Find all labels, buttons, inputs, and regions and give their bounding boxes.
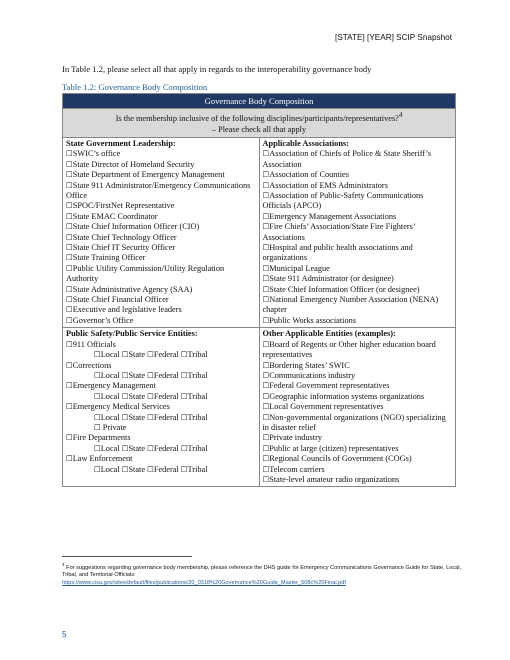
level-local-label: Local [100,370,122,380]
checkbox-label: Non-governmental organizations (NGO) specializing in disaster relief [262,412,446,432]
checkbox-item [66,285,256,295]
checkbox[interactable]: ☐ [66,360,73,370]
checkbox[interactable]: ☐ [66,253,73,263]
checkbox-label: Association of Counties [269,170,349,180]
checkbox-item [66,454,256,464]
checkbox-item [66,181,256,202]
page-header: [STATE] [YEAR] SCIP Snapshot [335,33,452,42]
checkbox-label: National Emergency Number Association (NENA) chapter [262,295,439,315]
checkbox-item [263,191,453,212]
checkbox[interactable]: ☐ [66,170,73,180]
checkbox-item [66,170,256,180]
level-extra-label: Private [100,422,127,432]
checkbox-label: Board of Regents or Other higher education board representatives [262,339,436,360]
checkbox-label: Emergency Management [72,381,156,391]
checkbox-item [66,340,256,350]
checkbox-label: Association of EMS Administrators [269,180,388,190]
checkbox-label: Municipal League [269,263,330,273]
checkbox-label: Fire Departments [72,433,131,443]
level-tribal-label: Tribal [187,391,208,401]
checkbox[interactable]: ☐ [66,159,73,169]
level-options [66,371,256,381]
checkbox[interactable]: ☐ [94,412,101,422]
checkbox[interactable]: ☐ [66,149,73,159]
checkbox[interactable]: ☐ [262,191,270,201]
checkbox-item [263,444,453,454]
governance-table [62,93,456,487]
checkbox-item [263,392,453,402]
checkbox[interactable]: ☐ [262,474,270,484]
checkbox-label: Fire Chiefs’ Association/State Fire Fighters’ Associations [262,222,416,242]
level-state-label: State [128,464,148,474]
checkbox-label: Public Works associations [269,315,356,325]
assoc-heading: Applicable Associations: [262,138,349,148]
checkbox[interactable]: ☐ [180,370,188,380]
level-options [66,465,256,475]
checkbox[interactable]: ☐ [66,339,73,349]
checkbox[interactable]: ☐ [121,443,129,453]
level-federal-label: Federal [153,412,181,422]
checkbox-item [66,222,256,232]
checkbox-item [66,361,256,371]
checkbox-item [66,212,256,222]
checkbox-item [263,413,453,434]
checkbox-item [66,295,256,305]
footnote-mark: 4 [62,562,65,567]
level-state-label: State [128,412,148,422]
checkbox-label: Emergency Management Associations [269,211,397,221]
other-heading: Other Applicable Entities (examples): [262,329,396,339]
level-state-label: State [128,443,148,453]
checkbox-item [263,212,453,222]
checkbox[interactable]: ☐ [180,412,188,422]
checkbox[interactable]: ☐ [262,391,270,401]
checkbox-label: Regional Councils of Government (COGs) [269,454,412,464]
checkbox-label: State Department of Emergency Management [72,170,225,180]
checkbox[interactable]: ☐ [262,443,270,453]
state-gov-cell [63,137,260,327]
checkbox-label: Governor’s Office [72,315,134,325]
level-federal-label: Federal [153,443,181,453]
checkbox-label: Hospital and public health associations and organizations [262,243,413,263]
checkbox[interactable]: ☐ [147,443,154,453]
assoc-cell [259,137,456,327]
level-options [66,413,256,423]
level-tribal-label: Tribal [187,370,208,380]
checkbox-label: State Administrative Agency (SAA) [72,284,193,294]
question-note: – Please check all that apply [211,124,307,134]
checkbox[interactable]: ☐ [180,464,188,474]
public-safety-list [66,340,256,475]
public-safety-heading: Public Safety/Public Service Entities: [66,329,198,339]
checkbox[interactable]: ☐ [66,263,73,273]
level-options [66,350,256,360]
checkbox[interactable]: ☐ [147,370,154,380]
checkbox[interactable]: ☐ [180,391,188,401]
checkbox-item [66,316,256,326]
checkbox[interactable]: ☐ [94,391,101,401]
checkbox[interactable]: ☐ [262,222,270,232]
state-gov-list [66,149,256,326]
level-options [66,444,256,454]
checkbox-item [263,340,453,361]
other-list [263,340,453,486]
checkbox[interactable]: ☐ [121,464,129,474]
level-federal-label: Federal [153,350,181,360]
checkbox-item [263,402,453,412]
checkbox[interactable]: ☐ [66,211,73,221]
level-federal-label: Federal [153,370,181,380]
table-caption: Table 1.2: Governance Body Composition [62,82,208,92]
public-safety-cell [63,328,260,487]
level-state-label: State [128,391,148,401]
checkbox-label: Corrections [72,360,112,370]
checkbox[interactable]: ☐ [262,295,270,305]
checkbox[interactable]: ☐ [66,243,73,253]
checkbox-item [66,243,256,253]
checkbox-label: State Chief Technology Officer [72,232,177,242]
checkbox-item [66,149,256,159]
checkbox[interactable]: ☐ [147,350,154,360]
checkbox-label: State Training Officer [72,253,146,263]
checkbox[interactable]: ☐ [262,284,270,294]
checkbox[interactable]: ☐ [121,370,129,380]
checkbox-label: 911 Officials [72,339,116,349]
checkbox-label: Bordering States’ SWIC [269,360,350,370]
level-state-label: State [128,350,148,360]
checkbox-label: Communications industry [269,370,356,380]
checkbox-label: Executive and legislative leaders [72,305,182,315]
level-federal-label: Federal [153,464,181,474]
checkbox-item [263,295,453,316]
footnote-text: For suggestions regarding governance body membership, please reference the DHS guide for Emergency Communications Governance Guide for State, Local, Tribal, and Territorial Officials: [62,564,462,579]
checkbox[interactable]: ☐ [262,149,270,159]
checkbox-item [66,160,256,170]
checkbox-label: State Chief IT Security Officer [72,243,176,253]
checkbox-item [263,433,453,443]
checkbox-label: SPOC/FirstNet Representative [72,201,175,211]
checkbox-item [66,305,256,315]
checkbox-item [263,274,453,284]
checkbox[interactable]: ☐ [262,180,270,190]
checkbox[interactable]: ☐ [262,412,270,422]
checkbox[interactable]: ☐ [180,443,188,453]
checkbox[interactable]: ☐ [66,201,73,211]
page-number: 5 [62,630,67,639]
checkbox[interactable]: ☐ [66,222,73,232]
assoc-list [263,149,453,326]
level-federal-label: Federal [153,391,181,401]
checkbox[interactable]: ☐ [121,412,129,422]
level-state-label: State [128,370,148,380]
question-text: Is the membership inclusive of the following disciplines/participants/representatives? [115,114,399,124]
footnote-link[interactable]: https://www.cisa.gov/sites/default/files/publications/20_0318%20Governance%20Guide_Master_508c%20Final.pdf [62,579,346,586]
footnote-ref: 4 [398,112,403,120]
checkbox-label: Private industry [269,433,323,443]
checkbox[interactable]: ☐ [66,284,73,294]
level-extra-option [66,423,256,433]
checkbox-label: State-level amateur radio organizations [269,474,400,484]
checkbox[interactable]: ☐ [94,370,101,380]
checkbox-item [66,264,256,285]
checkbox-label: State Director of Homeland Security [72,159,195,169]
checkbox-label: State 911 Administrator (or designee) [269,274,394,284]
checkbox[interactable]: ☐ [147,464,154,474]
level-local-label: Local [100,350,122,360]
checkbox[interactable]: ☐ [262,402,270,412]
checkbox[interactable]: ☐ [94,443,101,453]
checkbox[interactable]: ☐ [94,464,101,474]
checkbox[interactable]: ☐ [262,315,270,325]
checkbox-label: Public at large (citizen) representatives [269,443,399,453]
checkbox-label: Association of Public-Safety Communications Officials (APCO) [262,191,424,211]
level-tribal-label: Tribal [187,412,208,422]
other-cell [259,328,456,487]
checkbox[interactable]: ☐ [147,412,154,422]
checkbox-label: Local Government representatives [269,402,384,412]
checkbox[interactable]: ☐ [66,433,73,443]
footnote-divider [62,556,192,557]
checkbox-item [263,465,453,475]
checkbox-label: Public Utility Commission/Utility Regulation Authority [66,263,225,284]
level-tribal-label: Tribal [187,350,208,360]
checkbox[interactable]: ☐ [94,350,101,360]
checkbox-item [263,170,453,180]
checkbox-item [263,475,453,485]
checkbox-label: State EMAC Coordinator [72,211,158,221]
checkbox[interactable]: ☐ [262,339,270,349]
checkbox-item [263,181,453,191]
checkbox-item [263,222,453,243]
checkbox-item [66,253,256,263]
checkbox[interactable]: ☐ [66,180,73,190]
checkbox[interactable]: ☐ [262,263,270,273]
checkbox[interactable]: ☐ [262,464,270,474]
checkbox-item [263,361,453,371]
checkbox-item [263,285,453,295]
checkbox[interactable]: ☐ [262,370,270,380]
checkbox[interactable]: ☐ [66,315,73,325]
checkbox[interactable]: ☐ [180,350,188,360]
checkbox[interactable]: ☐ [262,433,270,443]
checkbox-label: Geographic information systems organizations [269,391,425,401]
checkbox-label: State 911 Administrator/Emergency Communications Office [66,180,251,201]
checkbox-item [66,433,256,443]
level-local-label: Local [100,464,122,474]
checkbox-item [66,233,256,243]
level-tribal-label: Tribal [187,443,208,453]
checkbox-item [263,316,453,326]
checkbox-item [263,454,453,464]
checkbox-label: Law Enforcement [72,454,133,464]
checkbox-label: Telecom carriers [269,464,325,474]
checkbox[interactable]: ☐ [66,402,73,412]
checkbox[interactable]: ☐ [66,305,73,315]
checkbox[interactable]: ☐ [262,381,270,391]
checkbox-item [66,381,256,391]
checkbox[interactable]: ☐ [66,232,73,242]
level-local-label: Local [100,391,122,401]
checkbox-item [263,371,453,381]
checkbox-label: State Chief Financial Officer [72,295,169,305]
checkbox[interactable]: ☐ [262,243,270,253]
level-options [66,392,256,402]
checkbox[interactable]: ☐ [121,350,129,360]
state-gov-heading: State Government Leadership: [66,138,176,148]
checkbox-item [263,264,453,274]
checkbox[interactable]: ☐ [262,360,270,370]
level-local-label: Local [100,443,122,453]
checkbox[interactable]: ☐ [66,454,73,464]
checkbox-item [66,402,256,412]
level-tribal-label: Tribal [187,464,208,474]
checkbox-label: State Chief Information Officer (CIO) [72,222,200,232]
checkbox[interactable]: ☐ [147,391,154,401]
checkbox[interactable]: ☐ [94,422,101,432]
checkbox[interactable]: ☐ [66,295,73,305]
checkbox[interactable]: ☐ [66,381,73,391]
checkbox[interactable]: ☐ [262,454,270,464]
checkbox[interactable]: ☐ [262,211,270,221]
checkbox-item [263,149,453,170]
checkbox-label: SWIC’s office [72,149,121,159]
footnote [62,561,462,587]
checkbox-item [263,381,453,391]
table-question [63,109,456,138]
checkbox-item [263,243,453,264]
table-title: Governance Body Composition [63,94,456,109]
checkbox-item [66,201,256,211]
checkbox-label: Association of Chiefs of Police & State Sheriff’s Association [262,149,432,169]
checkbox[interactable]: ☐ [262,274,270,284]
checkbox-label: State Chief Information Officer (or designee) [269,284,420,294]
checkbox-label: Federal Government representatives [269,381,390,391]
checkbox[interactable]: ☐ [121,391,129,401]
intro-text: In Table 1.2, please select all that apply in regards to the interoperability governance body [62,64,372,74]
checkbox-label: Emergency Medical Services [72,402,170,412]
checkbox[interactable]: ☐ [262,170,270,180]
level-local-label: Local [100,412,122,422]
